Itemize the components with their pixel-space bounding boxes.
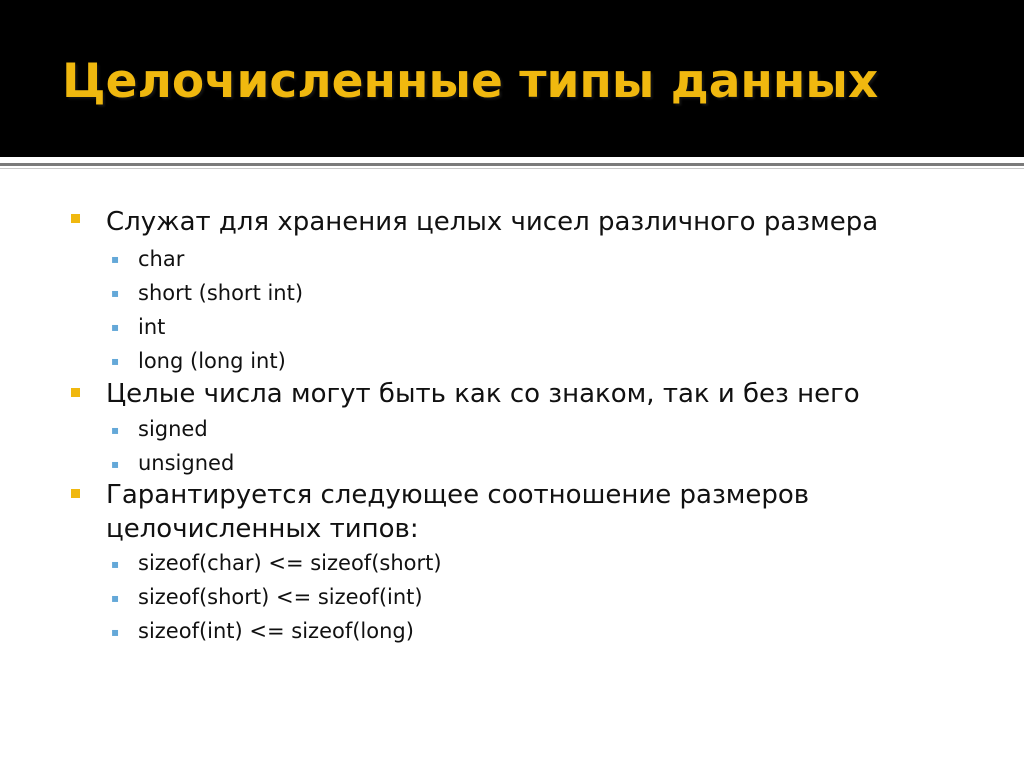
bullet-text-line-2: целочисленных типов: bbox=[106, 514, 419, 544]
subitem-text: sizeof(int) <= sizeof(long) bbox=[138, 619, 414, 643]
subitem-text: signed bbox=[138, 417, 208, 441]
small-square-bullet-icon: ▪ bbox=[111, 354, 120, 368]
small-square-bullet-icon: ▪ bbox=[111, 423, 120, 437]
square-bullet-icon bbox=[71, 214, 80, 223]
small-square-bullet-icon: ▪ bbox=[111, 557, 120, 571]
subitem-text: sizeof(char) <= sizeof(short) bbox=[138, 551, 442, 575]
square-bullet-icon bbox=[71, 388, 80, 397]
small-square-bullet-icon: ▪ bbox=[111, 457, 120, 471]
small-square-bullet-icon: ▪ bbox=[111, 591, 120, 605]
bullet-text-line-1: Гарантируется следующее соотношение размеров bbox=[106, 480, 810, 510]
slide-title: Целочисленные типы данных bbox=[62, 54, 879, 109]
bullet-text: Целые числа могут быть как со знаком, так и без него bbox=[106, 379, 860, 409]
small-square-bullet-icon: ▪ bbox=[111, 252, 120, 266]
subitem-text: unsigned bbox=[138, 451, 235, 475]
bullet-text: Служат для хранения целых чисел различного размера bbox=[106, 207, 879, 237]
square-bullet-icon bbox=[71, 489, 80, 498]
small-square-bullet-icon: ▪ bbox=[111, 286, 120, 300]
subitem-text: short (short int) bbox=[138, 281, 304, 305]
subitem-text: long (long int) bbox=[138, 349, 286, 373]
subitem-text: sizeof(short) <= sizeof(int) bbox=[138, 585, 423, 609]
subitem-text: int bbox=[138, 315, 166, 339]
small-square-bullet-icon: ▪ bbox=[111, 625, 120, 639]
small-square-bullet-icon: ▪ bbox=[111, 320, 120, 334]
subitem-text: char bbox=[138, 247, 185, 271]
